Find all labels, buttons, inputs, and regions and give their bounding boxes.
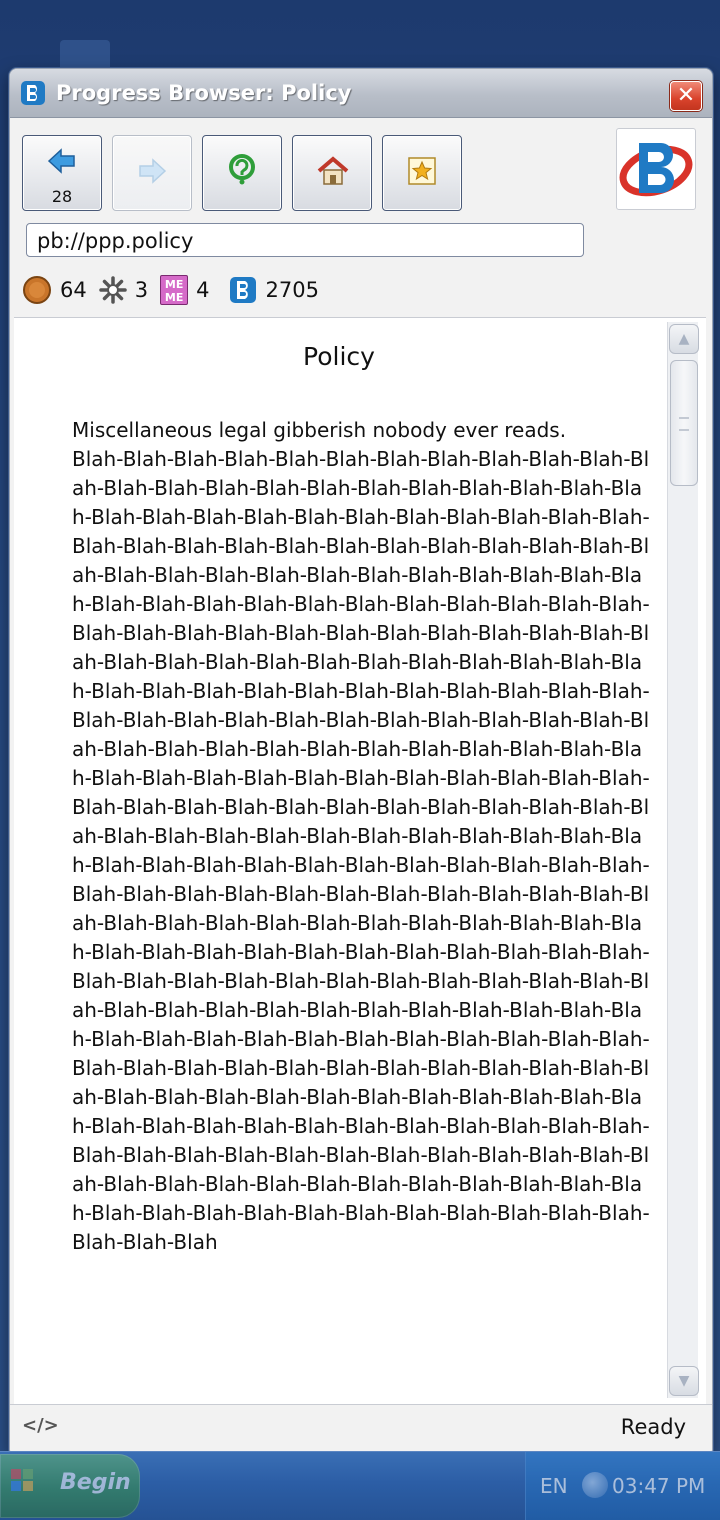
browser-window bbox=[9, 68, 713, 1452]
page-body bbox=[72, 416, 650, 1257]
back-button[interactable] bbox=[22, 135, 102, 211]
page-content[interactable] bbox=[14, 317, 706, 1404]
taskbar bbox=[0, 1451, 720, 1520]
page-body-text: Blah-Blah-Blah-Blah-Blah-Blah-Blah-Blah-Blah-Blah-Blah-Blah-Blah-Blah-Blah-Blah-Blah-Blah-Blah-Blah-Blah-Blah-Blah-Blah-Blah-Blah-Blah-Blah-Blah-Blah-Blah-Blah-Blah-Blah-Blah-Blah-Blah-Blah-Blah-Blah-Blah-Blah-Blah-Blah-Blah-Blah-Blah-Blah-Blah-Blah-Blah-Blah-Blah-Blah-Blah-Blah-Blah-Blah-Blah-Blah-Blah-Blah-Blah-Blah-Blah-Blah-Blah-Blah-Blah-Blah-Blah-Blah-Blah-Blah-Blah-Blah-Blah-Blah-Blah-Blah-Blah-Blah-Blah-Blah-Blah-Blah-Blah-Blah-Blah-Blah-Blah-Blah-Blah-Blah-Blah-Blah-Blah-Blah-Blah-Blah-Blah-Blah-Blah-Blah-Blah-Blah-Blah-Blah-Blah-Blah-Blah-Blah-Blah-Blah-Blah-Blah-Blah-Blah-Blah-Blah-Blah-Blah-Blah-Blah-Blah-Blah-Blah-Blah-Blah-Blah-Blah-Blah-Blah-Blah-Blah-Blah-Blah-Blah-Blah-Blah-Blah-Blah-Blah-Blah-Blah-Blah-Blah-Blah-Blah-Blah-Blah-Blah-Blah-Blah-Blah-Blah-Blah-Blah-Blah-Blah-Blah-Blah-Blah-Blah-Blah-Blah-Blah-Blah-Blah-Blah-Blah-Blah-Blah-Blah-Blah-Blah-Blah-Blah-Blah-Blah-Blah-Blah-Blah-Blah-Blah-Blah-Blah-Blah-Blah-Blah-Blah-Blah-Blah-Blah-Blah-Blah-Blah-Blah-Blah-Blah-Blah-Blah-Blah-Blah-Blah-Blah-Blah-Blah-Blah-Blah-Blah-Blah-Blah-Blah-Blah-Blah-Blah-Blah-Blah-Blah-Blah-Blah-Blah-Blah-Blah-Blah-Blah-Blah-Blah-Blah-Blah-Blah-Blah-Blah-Blah-Blah-Blah-Blah-Blah-Blah-Blah-Blah-Blah-Blah-Blah-Blah-Blah-Blah-Blah-Blah-Blah-Blah-Blah-Blah-Blah-Blah-Blah-Blah-Blah-Blah-Blah-Blah-Blah-Blah-Blah-Blah-Blah-Blah-Blah-Blah-Blah-Blah-Blah-Blah-Blah-Blah-Blah-Blah-Blah-Blah-Blah-Blah-Blah-Blah-Blah-Blah-Blah-Blah-Blah-Blah-Blah-Blah-Blah-Blah-Blah-Blah-Blah-Blah-Blah-Blah-Blah-Blah-Blah-Blah-Blah-Blah-Blah-Blah-Blah bbox=[72, 447, 650, 1254]
scroll-grip-icon bbox=[679, 417, 689, 431]
start-label: Begin bbox=[60, 1470, 131, 1495]
language-indicator[interactable]: EN bbox=[540, 1474, 568, 1498]
browser-points-count: 2705 bbox=[265, 278, 319, 302]
gear-icon bbox=[99, 276, 127, 304]
page-intro: Miscellaneous legal gibberish nobody ever reads. bbox=[72, 418, 567, 442]
meme-count: 4 bbox=[196, 278, 210, 302]
coin-icon bbox=[22, 275, 52, 305]
scroll-down-button[interactable]: ▼ bbox=[669, 1366, 699, 1396]
favorites-icon bbox=[407, 156, 437, 186]
title-bar[interactable] bbox=[10, 69, 712, 118]
back-icon bbox=[47, 148, 77, 174]
gear-count: 3 bbox=[134, 278, 149, 302]
start-button[interactable] bbox=[0, 1454, 140, 1518]
scroll-up-button[interactable]: ▲ bbox=[669, 324, 699, 354]
home-icon bbox=[317, 156, 349, 186]
status-text: Ready bbox=[620, 1415, 686, 1439]
network-icon[interactable] bbox=[582, 1472, 608, 1498]
page-title: Policy bbox=[303, 342, 375, 371]
browser-logo-icon bbox=[20, 80, 46, 106]
forward-icon bbox=[137, 158, 167, 184]
coin-count: 64 bbox=[60, 278, 87, 302]
start-flag-icon bbox=[10, 1468, 34, 1492]
help-button[interactable] bbox=[202, 135, 282, 211]
browser-brand-icon bbox=[617, 129, 695, 209]
forward-button[interactable] bbox=[112, 135, 192, 211]
stats-bar bbox=[22, 273, 331, 307]
address-bar[interactable]: pb://ppp.policy bbox=[26, 223, 584, 257]
code-icon[interactable]: </> bbox=[22, 1415, 59, 1436]
home-button[interactable] bbox=[292, 135, 372, 211]
scroll-thumb[interactable] bbox=[670, 360, 698, 486]
vertical-scrollbar[interactable] bbox=[667, 322, 698, 1398]
favorites-button[interactable] bbox=[382, 135, 462, 211]
window-title: Progress Browser: Policy bbox=[56, 81, 352, 105]
meme-icon: ME ME bbox=[160, 275, 188, 305]
close-button[interactable]: ✕ bbox=[670, 81, 702, 111]
help-icon bbox=[227, 154, 257, 188]
system-tray bbox=[525, 1452, 720, 1520]
back-count: 28 bbox=[51, 187, 73, 206]
browser-points-icon bbox=[229, 276, 257, 304]
browser-logo bbox=[616, 128, 696, 210]
toolbar bbox=[10, 118, 712, 218]
status-bar bbox=[10, 1404, 712, 1451]
clock[interactable]: 03:47 PM bbox=[612, 1474, 706, 1498]
